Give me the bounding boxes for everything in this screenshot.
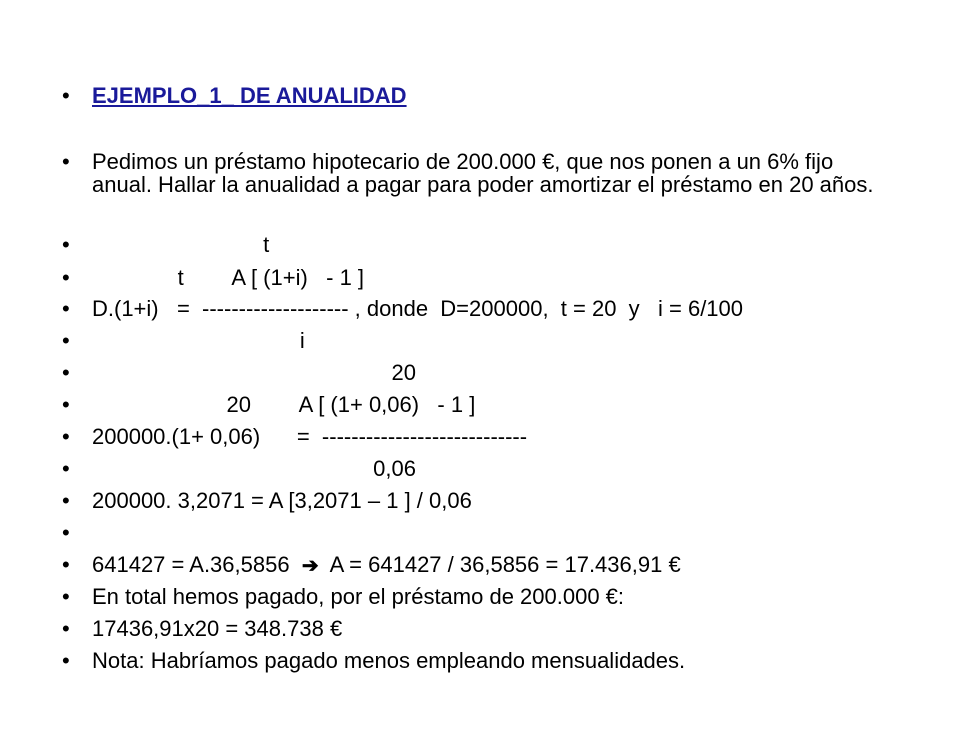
bullet: • <box>62 232 70 257</box>
formula-line: D.(1+i) = -------------------- , donde D=200000, t = 20 y i = 6/100 <box>92 296 744 321</box>
slide-title: EJEMPLO_1_ DE ANUALIDAD <box>92 83 407 108</box>
formula-line: 200000.(1+ 0,06) = ---------------------------- <box>92 424 528 449</box>
bullet: • <box>62 648 70 673</box>
problem-statement: Pedimos un préstamo hipotecario de 200.000 €, que nos ponen a un 6% fijo anual. Hallar la anualidad a pagar para poder amortizar el préstamo en 20 años. <box>92 149 874 197</box>
formula-line: i <box>92 328 305 353</box>
formula-line: 200000. 3,2071 = A [3,2071 – 1 ] / 0,06 <box>92 488 472 513</box>
bullet: • <box>62 392 70 417</box>
paragraph-item <box>62 150 920 242</box>
formula-line: 0,06 <box>92 456 416 481</box>
total-calc: 17436,91x20 = 348.738 € <box>92 616 343 641</box>
note: Nota: Habríamos pagado menos empleando mensualidades. <box>92 648 686 673</box>
formula-line: t A [ (1+i) - 1 ] <box>92 265 365 290</box>
formula-line: t <box>92 232 270 257</box>
bullet: • <box>62 552 70 577</box>
bullet: • <box>62 83 70 108</box>
formula-line: 20 <box>92 360 416 385</box>
bullet: • <box>62 360 70 385</box>
formula-line <box>92 553 681 578</box>
bullet: • <box>62 296 70 321</box>
total-intro: En total hemos pagado, por el préstamo de 200.000 €: <box>92 584 625 609</box>
bullet: • <box>62 424 70 449</box>
note-item <box>62 649 920 741</box>
formula-line: 20 A [ (1+ 0,06) - 1 ] <box>92 392 476 417</box>
result-left: 641427 = A.36,5856 <box>92 552 302 577</box>
bullet: • <box>62 328 70 353</box>
bullet: • <box>62 616 70 641</box>
bullet: • <box>62 265 70 290</box>
bullet: • <box>62 520 70 545</box>
arrow-right-icon: ➔ <box>301 555 319 577</box>
bullet: • <box>62 149 70 174</box>
result-right: A = 641427 / 36,5856 = 17.436,91 € <box>318 552 681 577</box>
bullet: • <box>62 456 70 481</box>
bullet: • <box>62 584 70 609</box>
bullet: • <box>62 488 70 513</box>
